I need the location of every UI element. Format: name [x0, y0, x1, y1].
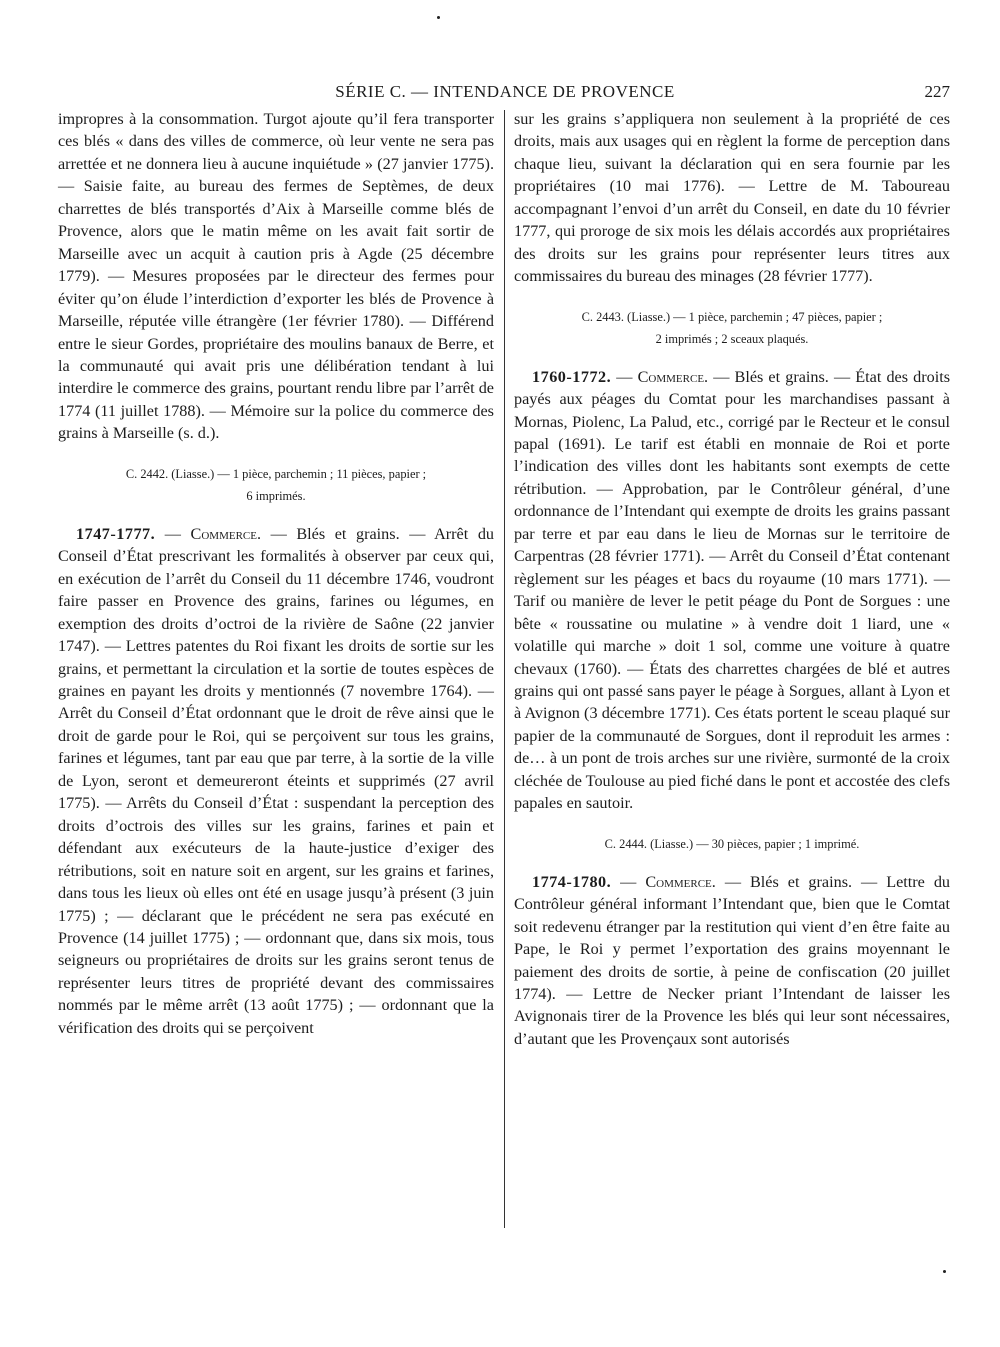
- left-column: [58, 108, 494, 1039]
- entry-text: Blés et grains. — Lettre du Contrôleur général informant l’Intendant que, bien que le Comtat soit redevenu étranger par la restitution qui vient d’en être faite au Pape, le Roi y permet l’exportation des grains moyennant le paiement des droits de sortie, à peine de confiscation (20 juillet 1774). — Lettre de Necker priant l’Intendant de laisser les Avignonais tirer de la Provence les blés qui leur sont nécessaires, d’autant que les Provençaux sont autorisés: [514, 872, 951, 1048]
- continuation-text: sur les grains s’appliquera non seulement à la propriété de ces droits, mais aux usages qui en règlent la forme de perception dans chaque lieu, suivant la déclaration qui en sera fournie par les propriétaires (10 mai 1776). — Lettre de M. Taboureau accompagnant l’envoi d’un arrêt du Conseil, en date du 10 février 1777, qui proroge de six mois les délais accordés aux propriétaires des droits sur les grains pour représenter leurs titres aux commissaires du bureau des minages (28 février 1777).: [514, 110, 950, 286]
- right-column: [514, 108, 950, 1050]
- entry-subject: Commerce.: [190, 524, 262, 543]
- cote-c2443: [514, 306, 950, 350]
- entry-dates: 1760-1772.: [532, 367, 612, 386]
- entry-c2444: 1774-1780. — Commerce. — Blés et grains. — Lettre du Contrôleur général informant l’Intendant que, bien que le Comtat soit redevenu étranger par la restitution qui vient d’en être faite au Pape, le Roi y permet l’exportation des grains moyennant le paiement des droits de sortie, à peine de confiscation (20 juillet 1774). — Lettre de Necker priant l’Intendant de laisser les Avignonais tirer de la Provence les blés qui leur sont nécessaires, d’autant que les Provençaux sont autorisés: [514, 872, 951, 1048]
- cote-line: 2 imprimés ; 2 sceaux plaqués.: [655, 331, 809, 346]
- entry-dates: 1774-1780.: [532, 872, 612, 891]
- cote-line: 6 imprimés.: [246, 488, 306, 503]
- entry-c2443: 1760-1772. — Commerce. — Blés et grains. — État des droits payés aux péages du Comtat pour les marchandises passant à Mornas, Piolenc, La Palud, etc., corrigé par le Recteur et le consul papal (1691). Le tarif est établi en monnaie de Roi et porte l’indication des villes dont les habitants sont exempts de cette rétribution. — Approbation, par le Contrôleur général, d’une ordonnance de l’Intendant qui exempte de droits les grains passant par terre et par eau dans le lieu de Mornas sur le territoire de Carpentras (28 février 1771). — Arrêt du Conseil d’État contenant règlement sur les péages et bacs du royaume (10 mars 1771). — Tarif ou manière de lever le petit péage du Pont de Sorgues : une bête « roussatine ou mulatine » à vendre doit 1 liard, une « volatille qui marche » doit 1 sol, comme une voiture à quatre chevaux (1760). — États des charrettes chargées de blé et autres grains qui ont passé sans payer le péage à Sorgues, allant à Lyon et à Avignon (3 décembre 1771). Ces états portent le sceau plaqué sur papier de la communauté de Sorgues, dont il reproduit les armes : de… à un pont de trois arches sur une rivière, surmonté de la croix cléchée de Toulouse au pied fiché dans le pont et accostée des clefs papales en sautoir.: [514, 367, 951, 813]
- ink-speck: [943, 1270, 946, 1273]
- entry-subject: Commerce.: [637, 367, 709, 386]
- running-head: SÉRIE C. — INTENDANCE DE PROVENCE: [335, 82, 675, 101]
- ink-speck: [437, 16, 440, 19]
- entry-subject: Commerce.: [645, 872, 716, 891]
- cote-line: C. 2443. (Liasse.) — 1 pièce, parchemin ; 47 pièces, papier ;: [581, 309, 883, 324]
- entry-c2442: 1747-1777. — Commerce. — Blés et grains. — Arrêt du Conseil d’État prescrivant les formalités à observer par ceux qui, en exécution de l’arrêt du Conseil du 11 décembre 1746, voudront faire passer en Provence des grains, farines ou légumes, en exemption des droits d’octroi de la rivière de Saône (22 janvier 1747). — Lettres patentes du Roi fixant les droits de sortie sur les grains, et permettant la circulation et la sortie de toutes espèces de graines en payant les droits y mentionnés (7 novembre 1764). — Arrêt du Conseil d’État ordonnant que le droit de rêve ainsi que le droit de garde pour le Roi, qui se perçoivent sur tous les grains, farines et légumes, tant par eau que par terre, à la sortie de la ville de Lyon, seront et demeureront éteints et supprimés (27 avril 1775). — Arrêts du Conseil d’État : suspendant la perception des droits d’octrois des villes sur les grains, farines et pain et défendant aux exécuteurs de la haute-justice d’exiger des rétributions, soit en nature soit en argent, sur les grains et farines, dans tous les lieux où elles ont été en usage jusqu’à présent (3 juin 1775) ; — déclarant que le précédent ne sera pas exécuté en Provence (14 juillet 1775) ; — ordonnant que, dans six mois, tous seigneurs ou propriétaires de droits sur les grains seront tenus de représenter leurs titres de propriété devant des commissaires nommés par le même arrêt (13 août 1775) ; — ordonnant que la vérification des droits qui se perçoivent: [58, 524, 495, 1037]
- cote-c2442: [58, 463, 494, 507]
- cote-line: C. 2444. (Liasse.) — 30 pièces, papier ; 1 imprimé.: [604, 836, 860, 851]
- entry-text: Blés et grains. — État des droits payés aux péages du Comtat pour les marchandises passant à Mornas, Piolenc, La Palud, etc., corrigé par le Recteur et le consul papal (1691). Le tarif est établi en monnaie de Roi et porte l’indication des villes dont les habitants sont exempts de cette rétribution. — Approbation, par le Contrôleur général, d’une ordonnance de l’Intendant qui exempte de droits les grains passant par terre et par eau dans le lieu de Mornas sur le territoire de Carpentras (28 février 1771). — Arrêt du Conseil d’État contenant règlement sur les péages et bacs du royaume (10 mars 1771). — Tarif ou manière de lever le petit péage du Pont de Sorgues : une bête « roussatine ou mulatine » à vendre doit 1 liard, une « volatille qui marche » doit 1 sol, comme une voiture à quatre chevaux (1760). — États des charrettes chargées de blé et autres grains qui ont passé sans payer le péage à Sorgues, allant à Lyon et à Avignon (3 décembre 1771). Ces états portent le sceau plaqué sur papier de la communauté de Sorgues, dont il reproduit les armes : de… à un pont de trois arches sur une rivière, surmonté de la croix cléchée de Toulouse au pied fiché dans le pont et accostée des clefs papales en sautoir.: [514, 367, 951, 813]
- entry-dates: 1747-1777.: [76, 524, 156, 543]
- column-divider: [504, 110, 505, 1228]
- cote-c2444: [514, 833, 950, 855]
- cote-line: C. 2442. (Liasse.) — 1 pièce, parchemin ; 11 pièces, papier ;: [125, 466, 427, 481]
- page-number: 227: [924, 82, 950, 101]
- entry-text: Blés et grains. — Arrêt du Conseil d’État prescrivant les formalités à observer par ceux qui, en exécution de l’arrêt du Conseil du 11 décembre 1746, voudront faire passer en Provence des grains, farines ou légumes, en exemption des droits d’octroi de la rivière de Saône (22 janvier 1747). — Lettres patentes du Roi fixant les droits de sortie sur les grains, et permettant la circulation et la sortie de toutes espèces de graines en payant les droits y mentionnés (7 novembre 1764). — Arrêt du Conseil d’État ordonnant que le droit de rêve ainsi que le droit de garde pour le Roi, qui se perçoivent sur tous les grains, farines et légumes, tant par eau que par terre, à la sortie de la ville de Lyon, seront et demeureront éteints et supprimés (27 avril 1775). — Arrêts du Conseil d’État : suspendant la perception des droits d’octrois des villes sur les grains, farines et pain et défendant aux exécuteurs de la haute-justice d’exiger des rétributions, soit en nature soit en argent, sur les grains et farines, dans tous les lieux où elles ont été en usage jusqu’à présent (3 juin 1775) ; — déclarant que le précédent ne sera pas exécuté en Provence (14 juillet 1775) ; — ordonnant que, dans six mois, tous seigneurs ou propriétaires de droits sur les grains seront tenus de représenter leurs titres de propriété devant des commissaires nommés par le même arrêt (13 août 1775) ; — ordonnant que la vérification des droits qui se perçoivent: [58, 524, 495, 1037]
- page-header: [60, 80, 950, 104]
- continuation-text: impropres à la consommation. Turgot ajoute qu’il fera transporter ces blés « dans des villes de commerce, où leur vente ne sera pas arrettée et ne donnera lieu à aucune inquiétude » (27 janvier 1775). — Saisie faite, au bureau des fermes de Septèmes, de deux charrettes de blés transportés d’Aix à Marseille comme blés de Provence, alors que le matin même on les avait fait sortir de Marseille avec un acquit à caution pris à Agde (25 décembre 1779). — Mesures proposées par le directeur des fermes pour éviter qu’on élude l’interdiction d’exporter les blés de Provence à Marseille, réputée ville étrangère (1er février 1780). — Différend entre le sieur Gordes, propriétaire des moulins banaux de Berre, et la communauté qui avait pris une délibération tendant à lui interdire le commerce des grains, pourtant rendu libre par l’arrêt de 1774 (11 juillet 1788). — Mémoire sur la police du commerce des grains à Marseille (s. d.).: [58, 110, 494, 443]
